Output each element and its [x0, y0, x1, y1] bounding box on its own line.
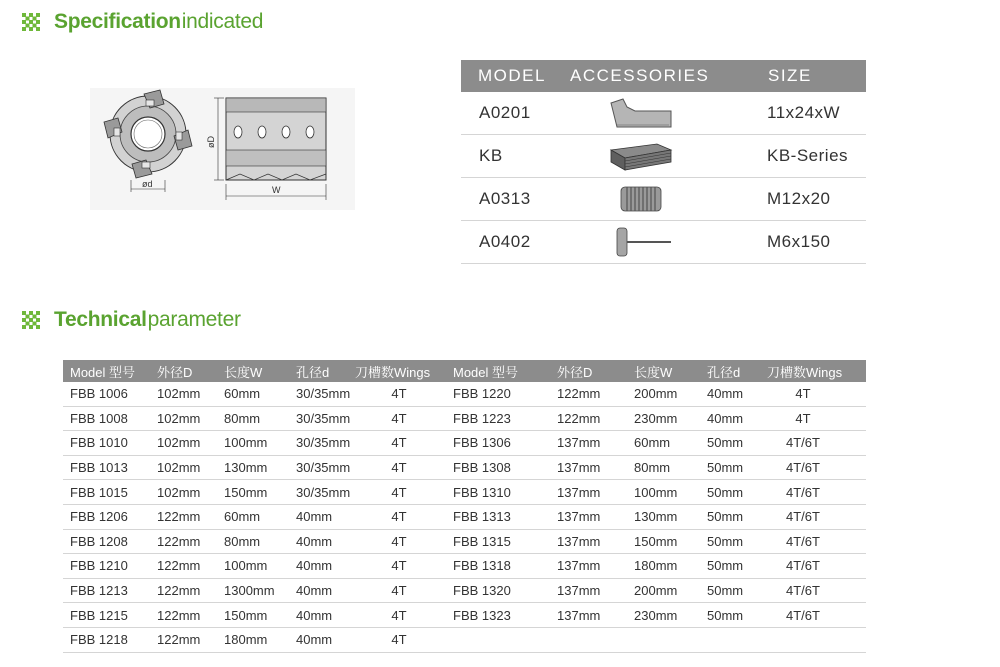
cell-length: 130mm [224, 460, 268, 476]
accessory-size: M6x150 [767, 232, 831, 251]
cell-model: FBB 1213 [70, 583, 128, 599]
cell-wings: 4T [391, 410, 407, 426]
cell-outer-diameter: 102mm [157, 460, 201, 476]
cell-bore: 40mm [296, 558, 333, 574]
cell-model: FBB 1215 [70, 607, 128, 623]
cell-wings: 4T/6T [786, 509, 820, 525]
cell-bore: 40mm [296, 509, 333, 525]
cell-length: 130mm [634, 509, 678, 525]
cell-bore: 50mm [707, 484, 744, 500]
header-bore-right: 孔径d [707, 364, 741, 380]
cell-model: FBB 1206 [70, 509, 128, 525]
table-row [63, 554, 866, 579]
cell-bore: 50mm [707, 533, 744, 549]
cell-wings: 4T [795, 386, 811, 402]
cell-model: FBB 1010 [70, 435, 128, 451]
cell-length: 150mm [634, 533, 678, 549]
cell-model: FBB 1323 [453, 607, 511, 623]
cell-bore: 50mm [707, 607, 744, 623]
table-row [63, 505, 866, 530]
cell-length: 1300mm [224, 583, 275, 599]
header-outer-diameter-left: 外径D [157, 364, 193, 380]
cell-length: 230mm [634, 410, 678, 426]
accessories-header-row [461, 60, 866, 92]
cell-outer-diameter: 137mm [557, 435, 601, 451]
cell-length: 230mm [634, 607, 678, 623]
table-row [63, 480, 866, 505]
cell-outer-diameter: 122mm [557, 410, 601, 426]
table-row [63, 603, 866, 628]
technical-title-bold: Technical [54, 308, 147, 331]
cell-bore: 50mm [707, 583, 744, 599]
table-row [63, 382, 866, 407]
header-model-right: Model 型号 [453, 364, 519, 380]
accessory-model: A0402 [479, 232, 531, 251]
cell-length: 100mm [224, 435, 268, 451]
cell-length: 180mm [634, 558, 678, 574]
cell-outer-diameter: 122mm [157, 583, 201, 599]
specification-title-light: indicated [181, 10, 264, 33]
cell-model: FBB 1318 [453, 558, 511, 574]
table-row [63, 530, 866, 555]
svg-text:øD: øD [206, 136, 216, 148]
header-wings-right: 刀槽数Wings [767, 364, 843, 380]
cell-model: FBB 1306 [453, 435, 511, 451]
accessory-row [461, 92, 866, 135]
cell-wings: 4T/6T [786, 583, 820, 599]
cell-outer-diameter: 137mm [557, 460, 601, 476]
cell-wings: 4T [391, 435, 407, 451]
cell-outer-diameter: 102mm [157, 484, 201, 500]
header-outer-diameter-right: 外径D [557, 364, 593, 380]
cell-outer-diameter: 122mm [157, 632, 201, 648]
cell-outer-diameter: 122mm [157, 558, 201, 574]
cell-model: FBB 1208 [70, 533, 128, 549]
accessory-model: A0201 [479, 103, 531, 122]
cell-model: FBB 1310 [453, 484, 511, 500]
cutter-head-drawing [90, 88, 355, 210]
cell-bore: 30/35mm [296, 386, 351, 402]
cell-bore: 40mm [296, 533, 333, 549]
accessory-model: A0313 [479, 189, 531, 208]
cell-outer-diameter: 137mm [557, 484, 601, 500]
cell-wings: 4T [391, 484, 407, 500]
cell-wings: 4T [391, 632, 407, 648]
specification-heading [22, 10, 263, 34]
cell-length: 60mm [224, 386, 261, 402]
cell-outer-diameter: 122mm [157, 533, 201, 549]
specification-title-bold: Specification [54, 10, 181, 33]
cell-outer-diameter: 137mm [557, 583, 601, 599]
cell-bore: 40mm [296, 632, 333, 648]
cell-wings: 4T [795, 410, 811, 426]
cell-bore: 30/35mm [296, 435, 351, 451]
cell-bore: 30/35mm [296, 410, 351, 426]
cell-wings: 4T [391, 607, 407, 623]
technical-heading [22, 308, 241, 332]
accessory-row [461, 135, 866, 178]
cell-bore: 50mm [707, 435, 744, 451]
technical-header-row [63, 360, 866, 382]
cell-length: 80mm [634, 460, 671, 476]
cell-model: FBB 1006 [70, 386, 128, 402]
cell-bore: 40mm [296, 583, 333, 599]
cell-model: FBB 1210 [70, 558, 128, 574]
cell-wings: 4T/6T [786, 533, 820, 549]
cell-wings: 4T [391, 533, 407, 549]
cell-bore: 50mm [707, 558, 744, 574]
cell-outer-diameter: 102mm [157, 410, 201, 426]
cell-bore: 40mm [707, 410, 744, 426]
cell-outer-diameter: 137mm [557, 509, 601, 525]
cell-outer-diameter: 122mm [557, 386, 601, 402]
header-model: MODEL [478, 66, 546, 85]
cell-wings: 4T [391, 583, 407, 599]
cell-model: FBB 1223 [453, 410, 511, 426]
cell-outer-diameter: 102mm [157, 386, 201, 402]
cell-outer-diameter: 122mm [157, 509, 201, 525]
cell-length: 60mm [634, 435, 671, 451]
header-size: SIZE [768, 66, 812, 85]
cell-bore: 50mm [707, 460, 744, 476]
cell-length: 150mm [224, 484, 268, 500]
cell-outer-diameter: 137mm [557, 533, 601, 549]
table-row [63, 628, 866, 653]
cell-length: 150mm [224, 607, 268, 623]
cell-length: 60mm [224, 509, 261, 525]
cell-model: FBB 1015 [70, 484, 128, 500]
kb-blade-stack-icon [609, 140, 673, 172]
accessory-image-cell [569, 140, 767, 172]
cell-outer-diameter: 137mm [557, 558, 601, 574]
cell-length: 200mm [634, 583, 678, 599]
cell-length: 180mm [224, 632, 268, 648]
cell-model: FBB 1313 [453, 509, 511, 525]
cell-model: FBB 1218 [70, 632, 128, 648]
checker-bullet-icon [22, 13, 40, 31]
cell-wings: 4T/6T [786, 435, 820, 451]
cell-model: FBB 1008 [70, 410, 128, 426]
table-row [63, 456, 866, 481]
cell-wings: 4T/6T [786, 607, 820, 623]
accessory-image-cell [569, 183, 767, 215]
accessory-size: KB-Series [767, 146, 849, 165]
cell-wings: 4T/6T [786, 558, 820, 574]
cell-length: 80mm [224, 410, 261, 426]
cell-length: 80mm [224, 533, 261, 549]
header-bore-left: 孔径d [296, 364, 330, 380]
threaded-screw-icon [609, 183, 673, 215]
table-row [63, 407, 866, 432]
cell-outer-diameter: 137mm [557, 607, 601, 623]
cell-length: 100mm [634, 484, 678, 500]
svg-text:W: W [272, 185, 281, 195]
cell-wings [758, 628, 848, 652]
accessory-model: KB [479, 146, 503, 165]
header-model-left: Model 型号 [70, 364, 136, 380]
svg-text:ød: ød [142, 179, 153, 189]
header-length-left: 长度W [224, 364, 263, 380]
cell-model: FBB 1220 [453, 386, 511, 402]
cell-model: FBB 1320 [453, 583, 511, 599]
header-accessories: ACCESSORIES [570, 66, 710, 85]
accessory-row [461, 221, 866, 264]
technical-title-light: parameter [147, 308, 241, 331]
knife-blade-icon [609, 97, 673, 129]
cell-wings: 4T [391, 558, 407, 574]
accessory-size: M12x20 [767, 189, 831, 208]
accessory-row [461, 178, 866, 221]
cell-model: FBB 1013 [70, 460, 128, 476]
cell-outer-diameter: 102mm [157, 435, 201, 451]
cell-wings: 4T [391, 460, 407, 476]
t-handle-hex-key-icon [609, 226, 673, 258]
cell-wings: 4T [391, 509, 407, 525]
cell-bore: 40mm [707, 386, 744, 402]
accessory-image-cell [569, 97, 767, 129]
checker-bullet-icon [22, 311, 40, 329]
cell-bore: 40mm [296, 607, 333, 623]
cell-model: FBB 1315 [453, 533, 511, 549]
header-length-right: 长度W [634, 364, 673, 380]
cell-length: 200mm [634, 386, 678, 402]
accessories-table [461, 60, 866, 264]
cell-wings: 4T [391, 386, 407, 402]
accessory-size: 11x24xW [767, 103, 841, 122]
cutter-head-diagram-icon [90, 88, 355, 210]
cell-wings: 4T/6T [786, 460, 820, 476]
cell-wings: 4T/6T [786, 484, 820, 500]
accessory-image-cell [569, 226, 767, 258]
table-row [63, 431, 866, 456]
cell-bore: 50mm [707, 509, 744, 525]
cell-length: 100mm [224, 558, 268, 574]
cell-bore: 30/35mm [296, 460, 351, 476]
table-row [63, 579, 866, 604]
cell-outer-diameter: 122mm [157, 607, 201, 623]
header-wings-left: 刀槽数Wings [355, 364, 431, 380]
cell-model: FBB 1308 [453, 460, 511, 476]
technical-parameter-table [63, 360, 866, 653]
cell-bore: 30/35mm [296, 484, 351, 500]
